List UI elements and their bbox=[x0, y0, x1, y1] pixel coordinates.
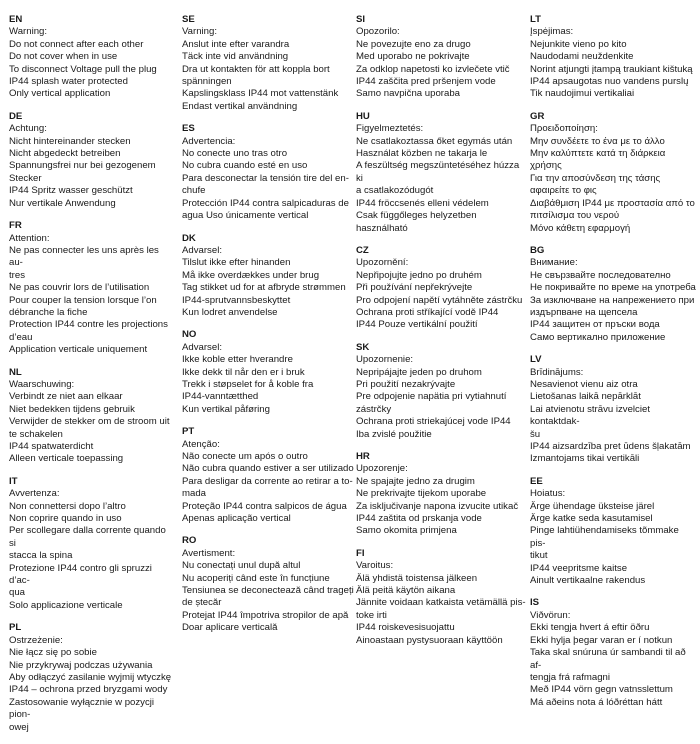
warning-title: Waarschuwing: bbox=[9, 378, 75, 390]
language-block-no bbox=[182, 329, 354, 416]
warning-line: Niet bedekken tijdens gebruik bbox=[9, 403, 135, 415]
warning-line: Nu acoperiți când este în funcțiune bbox=[182, 572, 330, 584]
warning-line: Må ikke overdækkes under brug bbox=[182, 269, 320, 281]
warning-title: Achtung: bbox=[9, 123, 47, 135]
language-block-se bbox=[182, 14, 354, 113]
warning-line: Ekki hylja þegar varan er í notkun bbox=[530, 634, 673, 646]
warning-line: toke irti bbox=[356, 609, 387, 621]
language-block-es bbox=[182, 123, 354, 222]
language-code: IT bbox=[9, 475, 18, 487]
warning-line: Ne spajajte jedno za drugim bbox=[356, 475, 475, 487]
language-block-ee bbox=[530, 476, 696, 588]
warning-line: IP44 Spritz wasser geschützt bbox=[9, 185, 133, 197]
column-3 bbox=[356, 14, 528, 657]
warning-line: Csak függőleges helyzetben használható bbox=[356, 210, 477, 234]
warning-line: agua Uso únicamente vertical bbox=[182, 210, 309, 222]
language-code: ES bbox=[182, 123, 195, 135]
language-code: FI bbox=[356, 547, 365, 559]
warning-line: Para desligar da corrente ao retirar a to- bbox=[182, 475, 353, 487]
warning-line: Protección IP44 contra salpicaduras de bbox=[182, 197, 349, 209]
warning-line: No cubra cuando esté en uso bbox=[182, 160, 308, 172]
warning-line: Izmantojams tikai vertikāli bbox=[530, 453, 640, 465]
language-code: SK bbox=[356, 341, 370, 353]
language-block-lt bbox=[530, 14, 696, 101]
warning-line: Ne povezujte eno za drugo bbox=[356, 38, 471, 50]
warning-line: Não cubra quando estiver a ser utilizado bbox=[182, 463, 354, 475]
warning-line: Μόνο κάθετη εφαρμογή bbox=[530, 222, 631, 234]
warning-line: Lietošanas laikā nepārklāt bbox=[530, 391, 641, 403]
column-4 bbox=[530, 14, 696, 719]
language-code: EE bbox=[530, 475, 543, 487]
language-block-ro bbox=[182, 535, 354, 634]
warning-line: Não conecte um após o outro bbox=[182, 451, 308, 462]
warning-line: Proteção IP44 contra salpicos de água bbox=[182, 500, 347, 512]
warning-line: d’eau bbox=[9, 331, 33, 343]
language-block-is bbox=[530, 597, 696, 709]
warning-title: Avertisment: bbox=[182, 547, 236, 559]
warning-line: Διαβάθμιση IP44 με προστασία από το bbox=[530, 197, 695, 209]
language-block-cz bbox=[356, 245, 528, 332]
warning-line: Tag stikket ud for at afbryde strømmen bbox=[182, 282, 346, 294]
warning-line: Pri použití nezakrývajte bbox=[356, 378, 456, 390]
language-block-lv bbox=[530, 354, 696, 466]
warning-line: Älä peitä käytön aikana bbox=[356, 585, 456, 597]
warning-line: Μην συνδέετε το ένα με το άλλο bbox=[530, 135, 665, 147]
language-block-si bbox=[356, 14, 528, 101]
warning-line: tengja frá rafmagni bbox=[530, 671, 610, 683]
warning-line: Tik naudojimui vertikaliai bbox=[530, 88, 635, 100]
warning-line: Non connettersi dopo l’altro bbox=[9, 500, 126, 512]
warning-line: Για την αποσύνδεση της τάσης bbox=[530, 172, 661, 184]
language-block-hr bbox=[356, 451, 528, 538]
language-block-en bbox=[9, 14, 174, 101]
language-block-de bbox=[9, 111, 174, 210]
warning-title: Avvertenza: bbox=[9, 488, 60, 500]
warning-line: débranche la fiche bbox=[9, 306, 88, 318]
language-code: HU bbox=[356, 110, 370, 122]
warning-line: Dra ut kontakten för att koppla bort bbox=[182, 63, 330, 75]
warning-title: Viðvörun: bbox=[530, 609, 571, 621]
warning-line: Má aðeins nota á lóðréttan hátt bbox=[530, 696, 663, 708]
language-block-hu bbox=[356, 111, 528, 235]
warning-line: Para desconectar la tensión tire del en- bbox=[182, 172, 349, 184]
warning-line: Med uporabo ne pokrivajte bbox=[356, 51, 470, 63]
warning-title: Advarsel: bbox=[182, 341, 222, 353]
warning-line: IP44 roiskevesisuojattu bbox=[356, 622, 455, 634]
warning-line: Taka skal snúruna úr sambandi til að af- bbox=[530, 647, 686, 671]
warning-line: Nejunkite vieno po kito bbox=[530, 38, 627, 50]
language-block-fr bbox=[9, 220, 174, 356]
warning-title: Warning: bbox=[9, 26, 48, 38]
warning-line: Ärge ühendage üksteise järel bbox=[530, 500, 655, 512]
language-code: HR bbox=[356, 451, 370, 462]
warning-line: Ochrana proti striekajúcej vode IP44 bbox=[356, 416, 511, 428]
warning-line: Nepripájajte jeden po druhom bbox=[356, 366, 482, 378]
language-block-sk bbox=[356, 342, 528, 441]
warning-line: Pre odpojenie napätia pri vytiahnutí bbox=[356, 391, 507, 403]
warning-line: mada bbox=[182, 488, 206, 500]
language-code: DE bbox=[9, 110, 23, 122]
warning-line: Ochrana proti stříkající vodě IP44 bbox=[356, 306, 499, 318]
warning-line: За изключване на напрежението при bbox=[530, 294, 695, 306]
warning-line: chufe bbox=[182, 185, 206, 197]
language-code: SE bbox=[182, 14, 195, 25]
warning-line: IP44 spatwaterdicht bbox=[9, 441, 94, 452]
warning-title: Upozornění: bbox=[356, 257, 409, 269]
warning-line: Með IP44 vörn gegn vatnsslettum bbox=[530, 684, 673, 696]
warning-line: zástrčky bbox=[356, 403, 392, 415]
warning-line: Nie przykrywaj podczas używania bbox=[9, 659, 153, 671]
warning-line: Verbindt ze niet aan elkaar bbox=[9, 391, 123, 403]
warning-line: Naudodami neuždenkite bbox=[530, 51, 634, 63]
warning-line: Verwijder de stekker om de stroom uit bbox=[9, 416, 170, 428]
warning-line: Ärge katke seda kasutamisel bbox=[530, 513, 653, 525]
language-code: NL bbox=[9, 366, 22, 378]
warning-title: Įspėjimas: bbox=[530, 26, 574, 38]
language-code: CZ bbox=[356, 244, 369, 256]
warning-title: Προειδοποίηση: bbox=[530, 123, 598, 135]
warning-line: Nicht hintereinander stecken bbox=[9, 135, 131, 147]
warning-line: Norint atjungti įtampą traukiant kištuką bbox=[530, 63, 693, 75]
warning-line: Ne pas connecter les uns après les au- bbox=[9, 244, 159, 269]
warning-line: Ikke dekk til når den er i bruk bbox=[182, 366, 305, 378]
warning-line: Samo okomita primjena bbox=[356, 525, 457, 537]
language-code: SI bbox=[356, 14, 366, 25]
warning-line: Anslut inte efter varandra bbox=[182, 38, 290, 50]
warning-title: Attention: bbox=[9, 232, 50, 244]
warning-line: IP44 Pouze vertikální použití bbox=[356, 319, 478, 331]
warning-line: Spannungsfrei nur bei gezogenem bbox=[9, 160, 156, 172]
warning-title: Hoiatus: bbox=[530, 488, 566, 500]
warning-line: Protejat IP44 împotriva stropilor de apă bbox=[182, 609, 349, 621]
language-code: FR bbox=[9, 220, 22, 232]
warning-line: IP44 – ochrona przed bryzgami wody bbox=[9, 684, 168, 696]
warning-line: IP44-sprutvannsbeskyttet bbox=[182, 294, 291, 306]
warning-line: Pinge lahtiühendamiseks tõmmake pis- bbox=[530, 525, 679, 549]
language-code: GR bbox=[530, 110, 545, 122]
warning-title: Upozorenje: bbox=[356, 463, 408, 475]
warning-line: de ștecăr bbox=[182, 597, 222, 609]
warning-line: IP44 защитен от пръски вода bbox=[530, 319, 660, 331]
warning-line: Ainoastaan pystysuoraan käyttöön bbox=[356, 634, 503, 646]
warning-title: Atenção: bbox=[182, 438, 220, 450]
warning-line: tres bbox=[9, 269, 25, 281]
warning-line: Älä yhdistä toistensa jälkeen bbox=[356, 572, 478, 584]
warning-line: qua bbox=[9, 587, 26, 599]
warning-line: A feszültség megszüntetéséhez húzza ki bbox=[356, 160, 520, 184]
language-code: RO bbox=[182, 535, 197, 547]
warning-line: Protection IP44 contre les projections bbox=[9, 319, 168, 331]
warning-line: Non coprire quando in uso bbox=[9, 513, 122, 525]
warning-line: tikut bbox=[530, 550, 548, 562]
warning-line: Zastosowanie wyłącznie w pozycji pion- bbox=[9, 696, 155, 721]
warning-line: Za isključivanje napona izvucite utikač bbox=[356, 500, 519, 512]
warning-title: Ostrzeżenie: bbox=[9, 634, 63, 646]
column-2 bbox=[182, 14, 354, 645]
warning-line: Samo navpična uporaba bbox=[356, 88, 461, 100]
warning-line: πιτσίλισμα του νερού bbox=[530, 210, 620, 222]
warning-line: Application verticale uniquement bbox=[9, 344, 148, 356]
language-block-fi bbox=[356, 548, 528, 647]
language-block-dk bbox=[182, 233, 354, 320]
warning-line: Do not connect after each other bbox=[9, 38, 144, 50]
warning-line: Aby odłączyć zasilanie wyjmij wtyczkę bbox=[9, 671, 172, 683]
warning-line: Per scollegare dalla corrente quando si bbox=[9, 525, 166, 549]
warning-line: spänningen bbox=[182, 76, 232, 88]
warning-line: Tilslut ikke efter hinanden bbox=[182, 257, 291, 269]
warning-line: Täck inte vid användning bbox=[182, 51, 289, 63]
warning-line: Nie łącz się po sobie bbox=[9, 647, 97, 659]
language-code: NO bbox=[182, 329, 197, 341]
warning-line: Не свързвайте последователно bbox=[530, 269, 671, 281]
warning-title: Opozorilo: bbox=[356, 26, 400, 38]
warning-line: Do not cover when in use bbox=[9, 51, 118, 63]
warning-line: Pour couper la tension lorsque l’on bbox=[9, 294, 157, 306]
warning-line: a csatlakozódugót bbox=[356, 185, 434, 197]
warning-title: Figyelmeztetés: bbox=[356, 123, 424, 135]
warning-line: Za odklop napetosti ko izvlečete vtič bbox=[356, 63, 510, 75]
warning-line: Jännite voidaan katkaista vetämällä pis- bbox=[356, 597, 526, 609]
warning-title: Brīdinājums: bbox=[530, 366, 584, 378]
language-block-bg bbox=[530, 245, 696, 344]
warning-line: Při používání nepřekrývejte bbox=[356, 282, 473, 294]
language-code: PL bbox=[9, 622, 22, 634]
warning-title: Varning: bbox=[182, 26, 218, 38]
warning-line: stacca la spina bbox=[9, 550, 73, 562]
warning-line: No conecte uno tras otro bbox=[182, 148, 288, 160]
warning-line: Ne csatlakoztassa őket egymás után bbox=[356, 135, 513, 147]
warning-line: Nicht abgedeckt betreiben bbox=[9, 148, 121, 160]
warning-line: Lai atvienotu strāvu izvelciet kontaktdak- bbox=[530, 403, 650, 428]
warning-line: Nu conectați unul după altul bbox=[182, 560, 301, 572]
warning-line: Használat közben ne takarja le bbox=[356, 148, 488, 160]
warning-line: IP44 apsaugotas nuo vandens purslų bbox=[530, 76, 689, 88]
warning-line: Protezione IP44 contro gli spruzzi d’ac- bbox=[9, 562, 152, 587]
language-block-gr bbox=[530, 111, 696, 235]
warning-line: Doar aplicare verticală bbox=[182, 622, 278, 634]
language-code: BG bbox=[530, 244, 545, 256]
warning-line: Solo applicazione verticale bbox=[9, 599, 123, 611]
warning-line: To disconnect Voltage pull the plug bbox=[9, 63, 157, 75]
warning-line: Nepřipojujte jedno po druhém bbox=[356, 269, 482, 281]
language-code: EN bbox=[9, 14, 23, 25]
warning-line: χρήσης bbox=[530, 160, 562, 172]
warning-line: Kun vertikal påføring bbox=[182, 403, 270, 415]
warning-line: Само вертикално приложение bbox=[530, 331, 666, 343]
language-block-nl bbox=[9, 367, 174, 466]
warning-line: IP44 zaščita pred pršenjem vode bbox=[356, 76, 496, 88]
warning-line: Trekk i støpselet for å koble fra bbox=[182, 378, 314, 390]
warning-line: šu bbox=[530, 428, 541, 440]
language-code: LV bbox=[530, 354, 542, 366]
warning-line: Apenas aplicação vertical bbox=[182, 513, 291, 525]
warning-line: Ikke koble etter hverandre bbox=[182, 354, 293, 366]
language-code: PT bbox=[182, 426, 195, 438]
warning-line: Iba zvislé použitie bbox=[356, 428, 432, 440]
warning-line: Не покривайте по време на употреба bbox=[530, 282, 696, 294]
warning-line: Tensiunea se deconectează când trageți bbox=[182, 585, 354, 597]
warning-line: IP44 fröccsenés elleni védelem bbox=[356, 197, 489, 209]
warning-line: Nur vertikale Anwendung bbox=[9, 197, 116, 209]
warning-line: Alleen verticale toepassing bbox=[9, 453, 124, 465]
language-code: LT bbox=[530, 14, 542, 25]
language-block-it bbox=[9, 476, 174, 612]
warning-line: Nesavienot vienu aiz otra bbox=[530, 378, 638, 390]
warning-line: IP44-vanntætthed bbox=[182, 391, 259, 403]
language-block-pt bbox=[182, 426, 354, 525]
warning-line: IP44 veepritsme kaitse bbox=[530, 562, 628, 574]
language-code: DK bbox=[182, 232, 196, 244]
column-1 bbox=[9, 14, 174, 744]
warning-line: Μην καλύπτετε κατά τη διάρκεια bbox=[530, 148, 666, 160]
warning-line: IP44 zaštita od prskanja vode bbox=[356, 513, 482, 525]
warning-line: Ainult vertikaalne rakendus bbox=[530, 575, 646, 587]
warning-line: IP44 aizsardzība pret ūdens šļakatām bbox=[530, 441, 691, 452]
warning-line: Ekki tengja hvert á eftir öðru bbox=[530, 622, 650, 634]
warning-title: Внимание: bbox=[530, 257, 578, 269]
warning-line: te schakelen bbox=[9, 428, 63, 440]
warning-line: Kun lodret anvendelse bbox=[182, 306, 278, 318]
warning-line: Kapslingsklass IP44 mot vattenstänk bbox=[182, 88, 339, 100]
warning-line: Pro odpojení napětí vytáhněte zástrčku bbox=[356, 294, 523, 306]
warning-line: Endast vertikal användning bbox=[182, 100, 298, 112]
warning-line: Ne prekrivajte tijekom uporabe bbox=[356, 488, 487, 500]
language-code: IS bbox=[530, 597, 540, 609]
warning-title: Advarsel: bbox=[182, 244, 222, 256]
warning-line: IP44 splash water protected bbox=[9, 76, 128, 88]
warning-line: Stecker bbox=[9, 172, 42, 184]
warning-title: Varoitus: bbox=[356, 560, 394, 572]
warning-title: Advertencia: bbox=[182, 135, 236, 147]
language-block-pl bbox=[9, 622, 174, 734]
warning-line: издърпване на щепсела bbox=[530, 306, 638, 318]
warning-line: owej bbox=[9, 721, 29, 733]
warning-line: Ne pas couvrir lors de l’utilisation bbox=[9, 282, 150, 294]
warning-line: Only vertical application bbox=[9, 88, 111, 100]
warning-title: Upozornenie: bbox=[356, 354, 414, 366]
warning-line: αφαιρείτε το φις bbox=[530, 185, 597, 197]
